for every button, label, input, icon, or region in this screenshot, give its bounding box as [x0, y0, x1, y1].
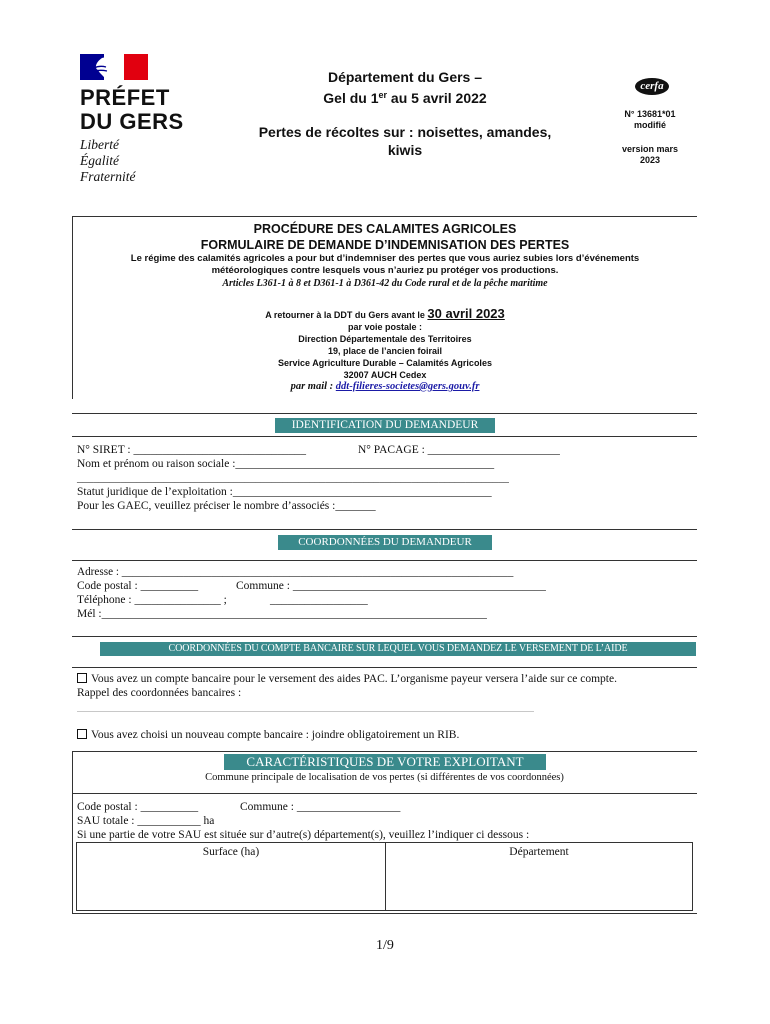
republic-motto	[80, 137, 136, 185]
procedure-top-rule	[72, 216, 697, 217]
header-subtitle-line1: Pertes de récoltes sur : noisettes, amandes,	[258, 124, 552, 140]
address-line1: Direction Départementale des Territoires	[298, 334, 472, 344]
bank-banner: COORDONNÉES DU COMPTE BANCAIRE SUR LEQUEL VOUS DEMANDEZ LE VERSEMENT DE L’AIDE	[100, 642, 696, 656]
coordinates-banner-rule	[72, 560, 697, 561]
gaec-associates-field[interactable]: Pour les GAEC, veuillez préciser le nombre d’associés :_______	[77, 500, 376, 512]
address-line4: 32007 AUCH Cedex	[343, 370, 427, 380]
legal-status-field[interactable]: Statut juridique de l’exploitation :_____________________________________________	[77, 486, 492, 498]
sau-field[interactable]: SAU totale : ___________ ha	[77, 815, 215, 827]
cerfa-version-line2: 2023	[639, 155, 661, 165]
return-date: 30 avril 2023	[427, 306, 505, 321]
new-account-checkbox[interactable]	[77, 729, 87, 739]
motto-egalite: Égalité	[80, 153, 119, 168]
procedure-left-rule	[72, 216, 73, 399]
header-title-line2: Gel du 1er au 5 avril 2022	[323, 90, 487, 106]
address-field[interactable]: Adresse : ______________________________________________________________________	[77, 566, 514, 578]
name-field[interactable]: Nom et prénom ou raison sociale :_____________________________________________	[77, 458, 495, 470]
postal-label: par voie postale :	[347, 322, 423, 332]
header-title-line1: Département du Gers –	[327, 69, 483, 85]
farm-postal-code-field[interactable]: Code postal : __________	[77, 801, 199, 813]
farm-top-rule	[72, 751, 697, 752]
existing-account-checkbox[interactable]	[77, 673, 87, 683]
siret-field[interactable]: N° SIRET : ______________________________	[77, 444, 306, 456]
farm-commune-field[interactable]: Commune : __________________	[240, 801, 401, 813]
procedure-title-line2: FORMULAIRE DE DEMANDE D’INDEMNISATION DES PERTES	[200, 238, 570, 252]
bank-banner-rule	[72, 667, 697, 668]
farm-subtitle-rule	[72, 793, 697, 794]
department-cell[interactable]	[386, 862, 692, 910]
phone-field-secondary[interactable]: _________________	[270, 594, 368, 606]
coordinates-top-rule	[72, 529, 697, 530]
identification-banner: IDENTIFICATION DU DEMANDEUR	[275, 418, 495, 433]
procedure-title-line1: PROCÉDURE DES CALAMITES AGRICOLES	[253, 222, 517, 236]
cerfa-number: N° 13681*01	[624, 109, 676, 119]
prefecture-name-line2: DU GERS	[80, 109, 184, 134]
email-field[interactable]: Mél :___________________________________________________________________	[77, 608, 487, 620]
cerfa-version-line1: version mars	[621, 144, 679, 154]
procedure-articles: Articles L361-1 à 8 et D361-1 à D361-42 du Code rural et de la pêche maritime	[222, 278, 548, 289]
return-deadline: A retourner à la DDT du Gers avant le 30 avril 2023	[265, 306, 505, 321]
address-line3: Service Agriculture Durable – Calamités Agricoles	[278, 358, 492, 368]
surface-cell[interactable]	[77, 862, 385, 910]
cerfa-modified: modifié	[633, 120, 666, 130]
motto-fraternite: Fraternité	[80, 169, 136, 184]
address-line2: 19, place de l’ancien foirail	[327, 346, 443, 356]
name-field-continuation[interactable]: ________________________________________________________________________________	[77, 472, 509, 484]
coordinates-banner: COORDONNÉES DU DEMANDEUR	[278, 535, 492, 550]
farm-bottom-rule	[72, 913, 697, 914]
marianne-logo-icon	[80, 54, 148, 80]
pacage-field[interactable]: N° PACAGE : _______________________	[358, 444, 560, 456]
prefecture-name	[80, 86, 184, 134]
bank-recall-label: Rappel des coordonnées bancaires :	[77, 687, 242, 699]
phone-field[interactable]: Téléphone : _______________ ;	[77, 594, 227, 606]
bank-top-rule	[72, 636, 697, 637]
bank-option-new[interactable]: Vous avez choisi un nouveau compte bancaire : joindre obligatoirement un RIB.	[77, 728, 459, 742]
page-number: 1/9	[376, 938, 394, 953]
farm-subtitle: Commune principale de localisation de vos pertes (si différentes de vos coordonnées)	[205, 772, 564, 783]
column-department: Département	[509, 846, 569, 858]
bank-option-existing[interactable]: Vous avez un compte bancaire pour le versement des aides PAC. L’organisme payeur versera l’aide sur ce compte.	[77, 672, 617, 686]
identification-banner-rule	[72, 436, 697, 437]
other-department-note: Si une partie de votre SAU est située sur d’autre(s) département(s), veuillez l’indiquer ci dessous :	[77, 829, 530, 841]
column-surface: Surface (ha)	[202, 846, 260, 858]
prefecture-name-line1: PRÉFET	[80, 85, 170, 110]
procedure-intro-line2: météorologiques contre lesquels vous n’auriez pu protéger vos productions.	[211, 265, 559, 276]
bank-details-line[interactable]	[77, 711, 534, 712]
commune-field[interactable]: Commune : ____________________________________________	[236, 580, 546, 592]
postal-code-field[interactable]: Code postal : __________	[77, 580, 199, 592]
identification-top-rule	[72, 413, 697, 414]
mail-contact: par mail : ddt-filieres-societes@gers.gouv.fr	[290, 381, 480, 392]
motto-liberte: Liberté	[80, 137, 119, 152]
cerfa-logo-icon: cerfa	[635, 78, 669, 95]
header-subtitle-line2: kiwis	[387, 142, 423, 158]
procedure-intro-line1: Le régime des calamités agricoles a pour but d’indemniser des pertes que vous auriez subies lors d’événements	[130, 253, 640, 264]
mail-link[interactable]: ddt-filieres-societes@gers.gouv.fr	[335, 381, 480, 392]
farm-banner: CARACTÉRISTIQUES DE VOTRE EXPLOITANT	[224, 754, 546, 770]
